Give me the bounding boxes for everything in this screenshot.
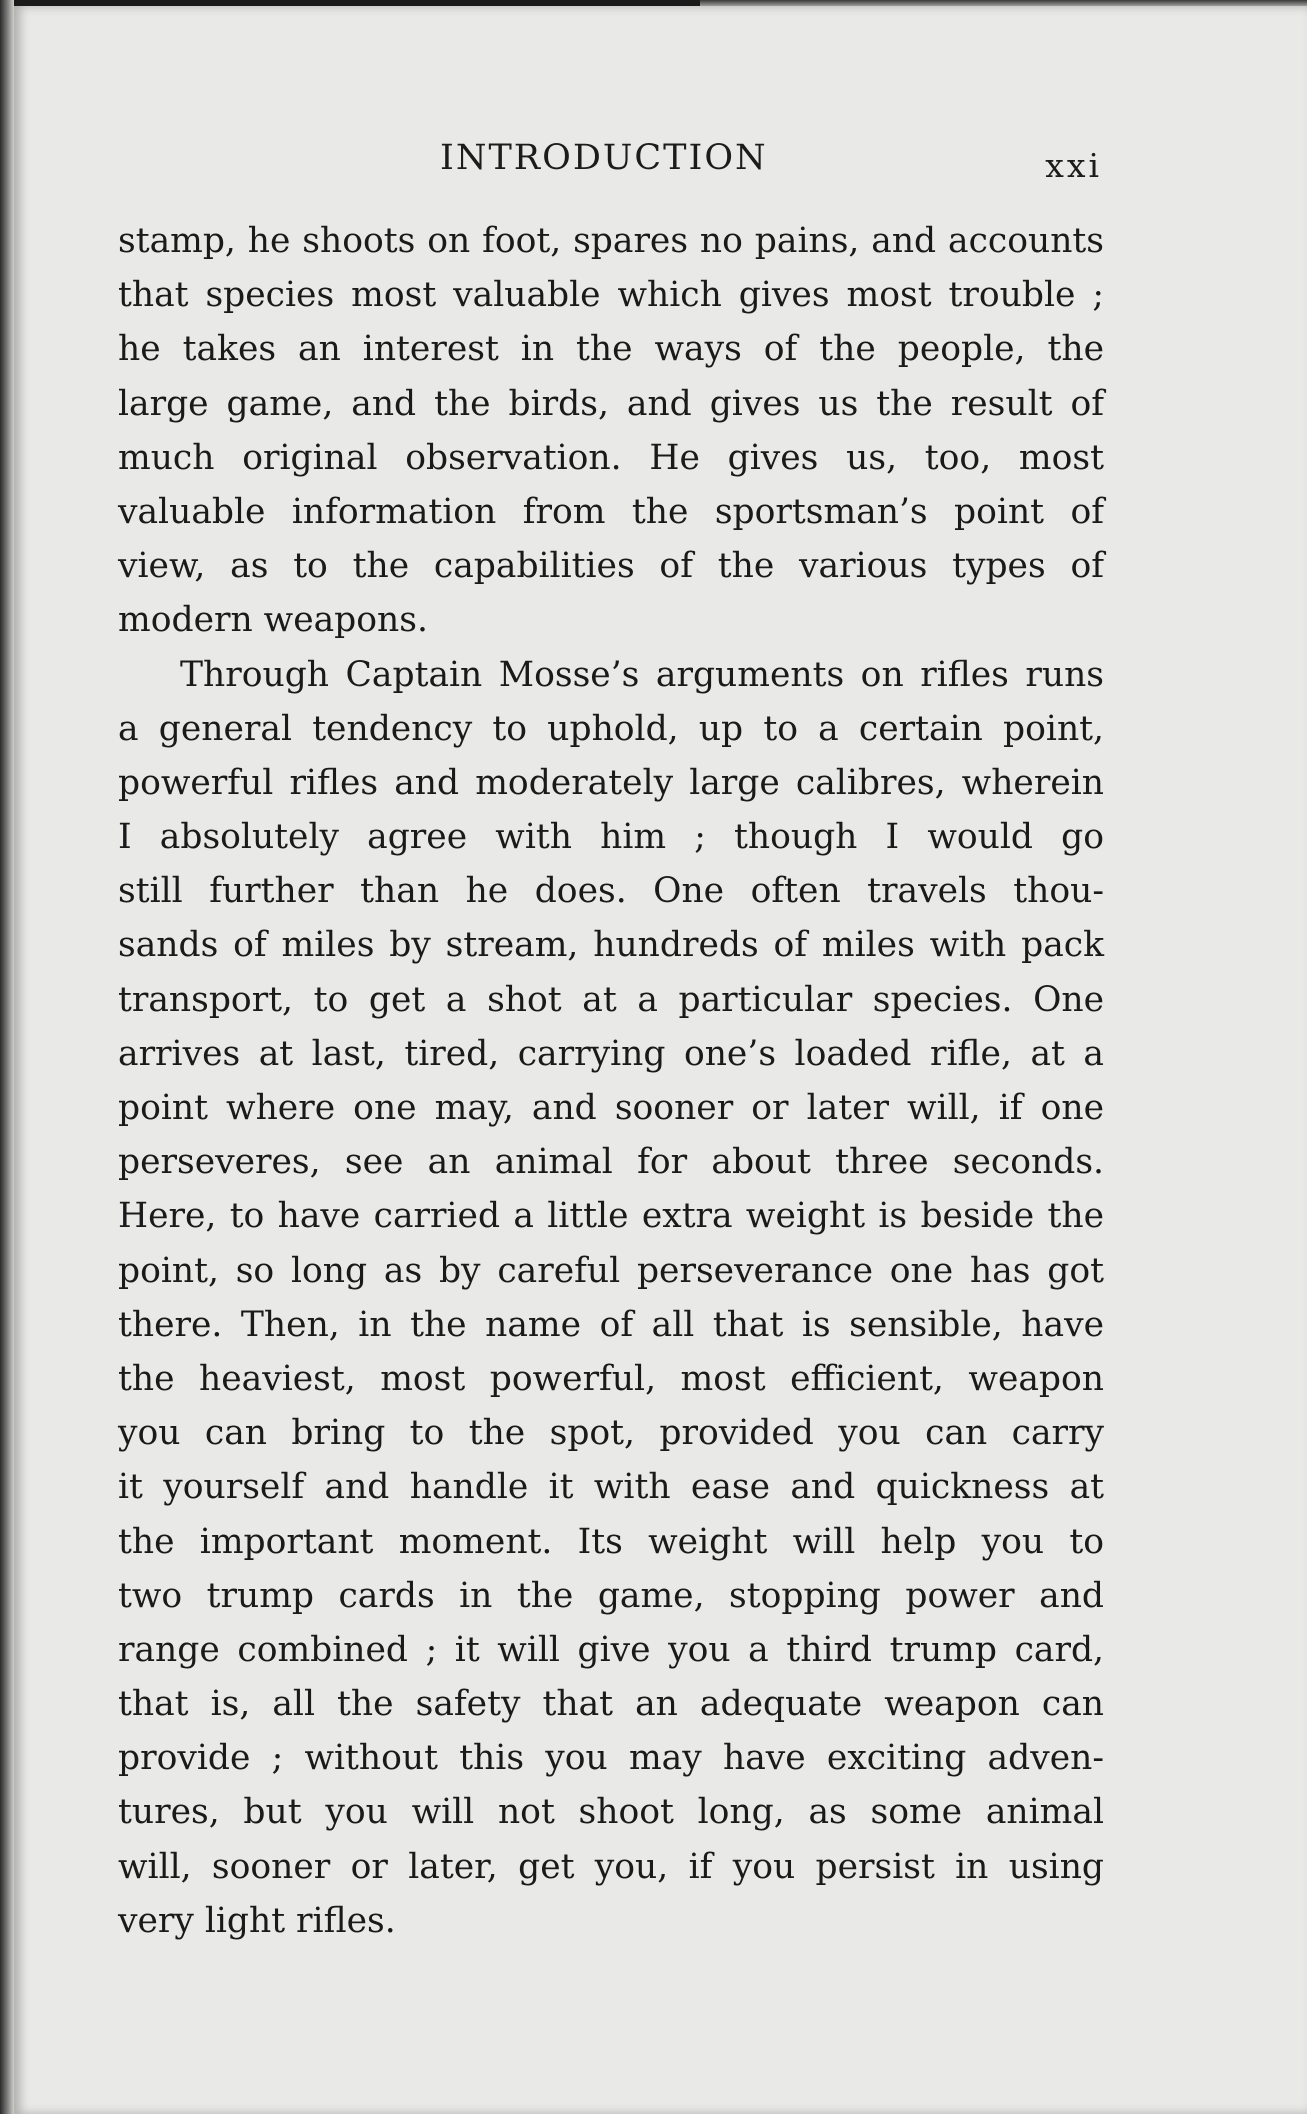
text-line: powerful rifles and moderately large calibres, wherein <box>118 762 1104 803</box>
text-line: stamp, he shoots on foot, spares no pains, and accounts <box>118 221 1104 261</box>
text-line: it yourself and handle it with ease and quickness at <box>118 1467 1104 1508</box>
text-line: much original observation. He gives us, too, most <box>118 437 1104 478</box>
body-text <box>118 214 1104 1948</box>
text-line: point where one may, and sooner or later will, if one <box>118 1088 1104 1128</box>
book-spine-shadow <box>0 0 14 2114</box>
paragraph-2 <box>118 648 1104 1949</box>
paragraph-1 <box>118 214 1104 648</box>
text-line: large game, and the birds, and gives us the result of <box>118 383 1104 424</box>
text-line: a general tendency to uphold, up to a certain point, <box>118 708 1104 749</box>
running-title: INTRODUCTION <box>440 138 768 178</box>
text-line: tures, but you will not shoot long, as some animal <box>118 1792 1104 1833</box>
text-line: there. Then, in the name of all that is sensible, have <box>118 1304 1104 1345</box>
text-line: modern weapons. <box>118 600 428 641</box>
text-line: valuable information from the sportsman’s point of <box>118 491 1104 532</box>
text-line: will, sooner or later, get you, if you persist in using <box>118 1846 1104 1887</box>
page-number: xxi <box>1045 146 1102 185</box>
text-line: the heaviest, most powerful, most efficient, weapon <box>118 1358 1104 1399</box>
text-line: still further than he does. One often travels thou- <box>118 871 1104 912</box>
text-line: arrives at last, tired, carrying one’s loaded rifle, at a <box>118 1033 1104 1074</box>
text-line: provide ; without this you may have exciting adven- <box>118 1738 1104 1779</box>
text-line: two trump cards in the game, stopping power and <box>118 1575 1104 1616</box>
text-line: that is, all the safety that an adequate weapon can <box>118 1684 1104 1725</box>
text-line: very light rifles. <box>118 1900 396 1941</box>
text-line: you can bring to the spot, provided you can carry <box>118 1413 1104 1454</box>
text-line: Here, to have carried a little extra weight is beside the <box>118 1196 1104 1237</box>
page-header <box>120 138 1102 198</box>
text-line: he takes an interest in the ways of the people, the <box>118 329 1104 370</box>
text-line: Through Captain Mosse’s arguments on rifles runs <box>180 654 1104 695</box>
text-line: that species most valuable which gives most trouble ; <box>118 275 1104 316</box>
text-line: perseveres, see an animal for about three seconds. <box>118 1142 1104 1183</box>
text-line: I absolutely agree with him ; though I would go <box>118 817 1104 858</box>
text-line: the important moment. Its weight will help you to <box>118 1521 1104 1562</box>
text-line: transport, to get a shot at a particular species. One <box>118 979 1104 1020</box>
text-line: range combined ; it will give you a third trump card, <box>118 1629 1104 1670</box>
text-line: sands of miles by stream, hundreds of miles with pack <box>118 925 1104 966</box>
text-line: view, as to the capabilities of the various types of <box>118 546 1104 587</box>
text-line: point, so long as by careful perseverance one has got <box>118 1250 1104 1291</box>
